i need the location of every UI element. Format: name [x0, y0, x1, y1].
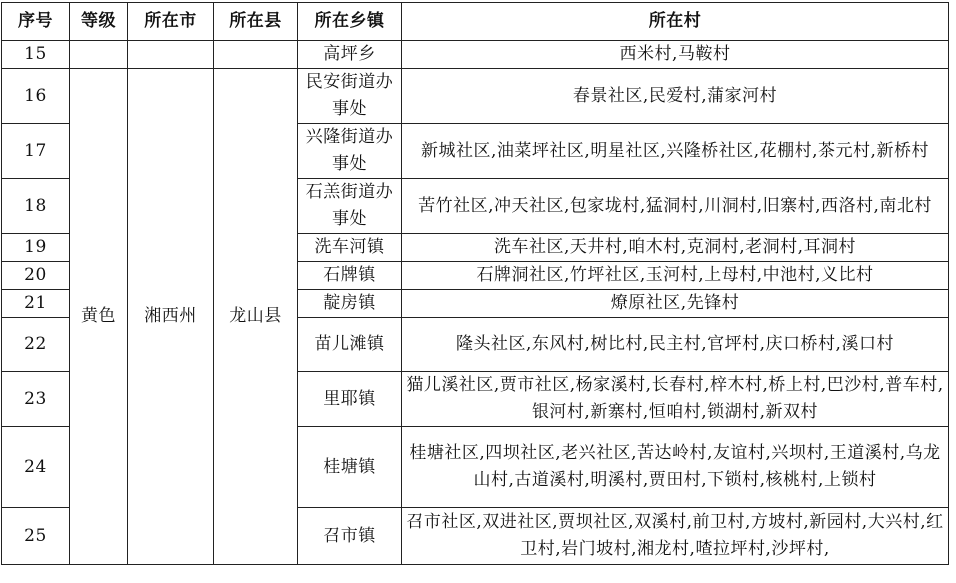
- row-no: 19: [2, 234, 70, 262]
- table-row: [2, 69, 949, 124]
- level-cell: 黄色: [70, 69, 128, 565]
- col-header-town: 所在乡镇: [298, 3, 402, 41]
- row-villages: 桂塘社区,四坝社区,老兴社区,苦达岭村,友谊村,兴坝村,王道溪村,乌龙山村,古道溪村,明溪村,贾田村,下锁村,核桃村,上锁村: [402, 427, 949, 508]
- row-villages: 隆头社区,东风村,树比村,民主村,官坪村,庆口桥村,溪口村: [402, 318, 949, 372]
- village-table: [1, 2, 949, 565]
- row-no: 25: [2, 508, 70, 565]
- col-header-no: 序号: [2, 3, 70, 41]
- row-villages: 洗车社区,天井村,咱木村,克洞村,老洞村,耳洞村: [402, 234, 949, 262]
- row-no: 16: [2, 69, 70, 124]
- row-town: 石牌镇: [298, 262, 402, 290]
- row-no: 23: [2, 372, 70, 427]
- row-town: 民安街道办事处: [298, 69, 402, 124]
- table-row: [2, 41, 949, 69]
- row-town: 石羔街道办事处: [298, 179, 402, 234]
- county-cell-empty: [214, 41, 298, 69]
- row-villages: 燎原社区,先锋村: [402, 290, 949, 318]
- row-town: 靛房镇: [298, 290, 402, 318]
- county-cell: 龙山县: [214, 69, 298, 565]
- row-villages: 苦竹社区,冲天社区,包家垅村,猛洞村,川洞村,旧寨村,西洛村,南北村: [402, 179, 949, 234]
- row-villages: 春景社区,民爱村,蒲家河村: [402, 69, 949, 124]
- row-no: 18: [2, 179, 70, 234]
- row-no: 17: [2, 124, 70, 179]
- row-no: 21: [2, 290, 70, 318]
- row-town: 洗车河镇: [298, 234, 402, 262]
- row-villages: 西米村,马鞍村: [402, 41, 949, 69]
- row-town: 苗儿滩镇: [298, 318, 402, 372]
- row-villages: 猫儿溪社区,贾市社区,杨家溪村,长春村,梓木村,桥上村,巴沙村,普车村,银河村,新寨村,恒咱村,锁湖村,新双村: [402, 372, 949, 427]
- row-town: 召市镇: [298, 508, 402, 565]
- col-header-city: 所在市: [128, 3, 214, 41]
- city-cell: 湘西州: [128, 69, 214, 565]
- row-no: 24: [2, 427, 70, 508]
- level-cell-empty: [70, 41, 128, 69]
- row-town: 高坪乡: [298, 41, 402, 69]
- row-no: 20: [2, 262, 70, 290]
- col-header-county: 所在县: [214, 3, 298, 41]
- city-cell-empty: [128, 41, 214, 69]
- row-villages: 召市社区,双进社区,贾坝社区,双溪村,前卫村,方坡村,新园村,大兴村,红卫村,岩门坡村,湘龙村,喳拉坪村,沙坪村,: [402, 508, 949, 565]
- row-town: 兴隆街道办事处: [298, 124, 402, 179]
- row-town: 桂塘镇: [298, 427, 402, 508]
- row-no: 15: [2, 41, 70, 69]
- header-row: [2, 3, 949, 41]
- row-no: 22: [2, 318, 70, 372]
- col-header-level: 等级: [70, 3, 128, 41]
- row-villages: 石牌洞社区,竹坪社区,玉河村,上母村,中池村,义比村: [402, 262, 949, 290]
- row-villages: 新城社区,油菜坪社区,明星社区,兴隆桥社区,花棚村,茶元村,新桥村: [402, 124, 949, 179]
- col-header-village: 所在村: [402, 3, 949, 41]
- row-town: 里耶镇: [298, 372, 402, 427]
